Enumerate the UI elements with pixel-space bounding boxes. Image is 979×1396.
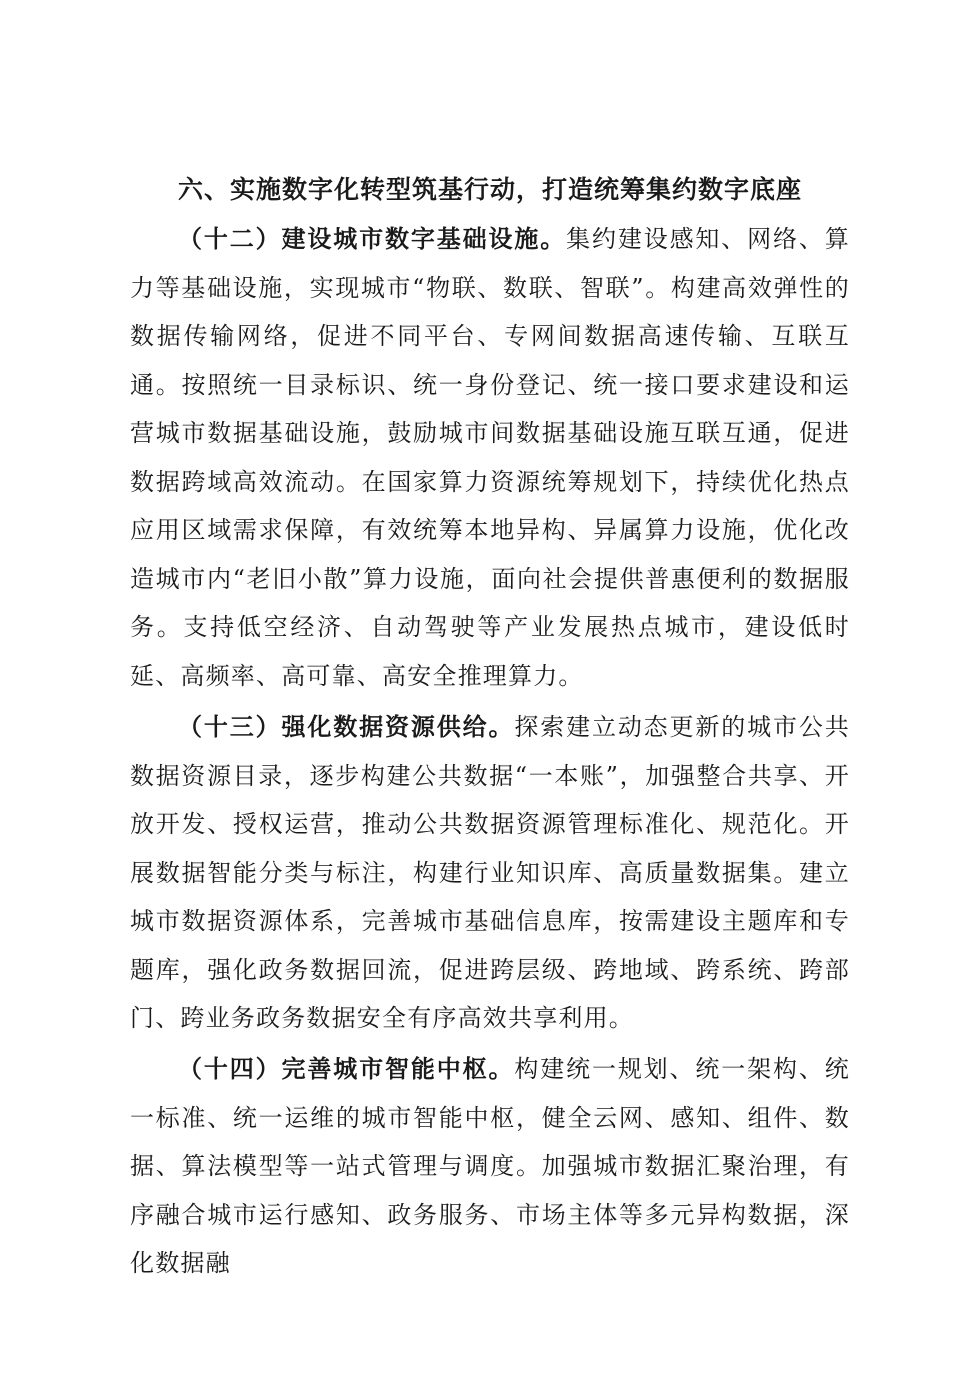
paragraph-12-heading: （十二）建设城市数字基础设施。 (178, 225, 567, 253)
paragraph-13-heading: （十三）强化数据资源供给。 (178, 713, 515, 741)
paragraph-12-body: 集约建设感知、网络、算力等基础设施，实现城市“物联、数联、智联”。构建高效弹性的数据传输网络，促进不同平台、专网间数据高速传输、互联互通。按照统一目录标识、统一身份登记、统一接口要求建设和运营城市数据基础设施，鼓励城市间数据基础设施互联互通，促进数据跨域高效流动。在国家算力资源统筹规划下，持续优化热点应用区域需求保障，有效统筹本地异构、异属算力设施，优化改造城市内“老旧小散”算力设施，面向社会提供普惠便利的数据服务。支持低空经济、自动驾驶等产业发展热点城市，建设低时延、高频率、高可靠、高安全推理算力。 (130, 225, 850, 690)
paragraph-13-body: 探索建立动态更新的城市公共数据资源目录，逐步构建公共数据“一本账”，加强整合共享、开放开发、授权运营，推动公共数据资源管理标准化、规范化。开展数据智能分类与标注，构建行业知识库、高质量数据集。建立城市数据资源体系，完善城市基础信息库，按需建设主题库和专题库，强化政务数据回流，促进跨层级、跨地域、跨系统、跨部门、跨业务政务数据安全有序高效共享利用。 (130, 713, 850, 1032)
paragraph-14-heading: （十四）完善城市智能中枢。 (178, 1055, 515, 1083)
paragraph-13 (130, 703, 850, 1043)
paragraph-14 (130, 1045, 850, 1288)
paragraph-12 (130, 215, 850, 700)
section-title: 六、实施数字化转型筑基行动，打造统筹集约数字底座 (177, 175, 802, 204)
paragraph-14-body: 构建统一规划、统一架构、统一标准、统一运维的城市智能中枢，健全云网、感知、组件、数据、算法模型等一站式管理与调度。加强城市数据汇聚治理，有序融合城市运行感知、政务服务、市场主体等多元异构数据，深化数据融 (130, 1055, 850, 1277)
